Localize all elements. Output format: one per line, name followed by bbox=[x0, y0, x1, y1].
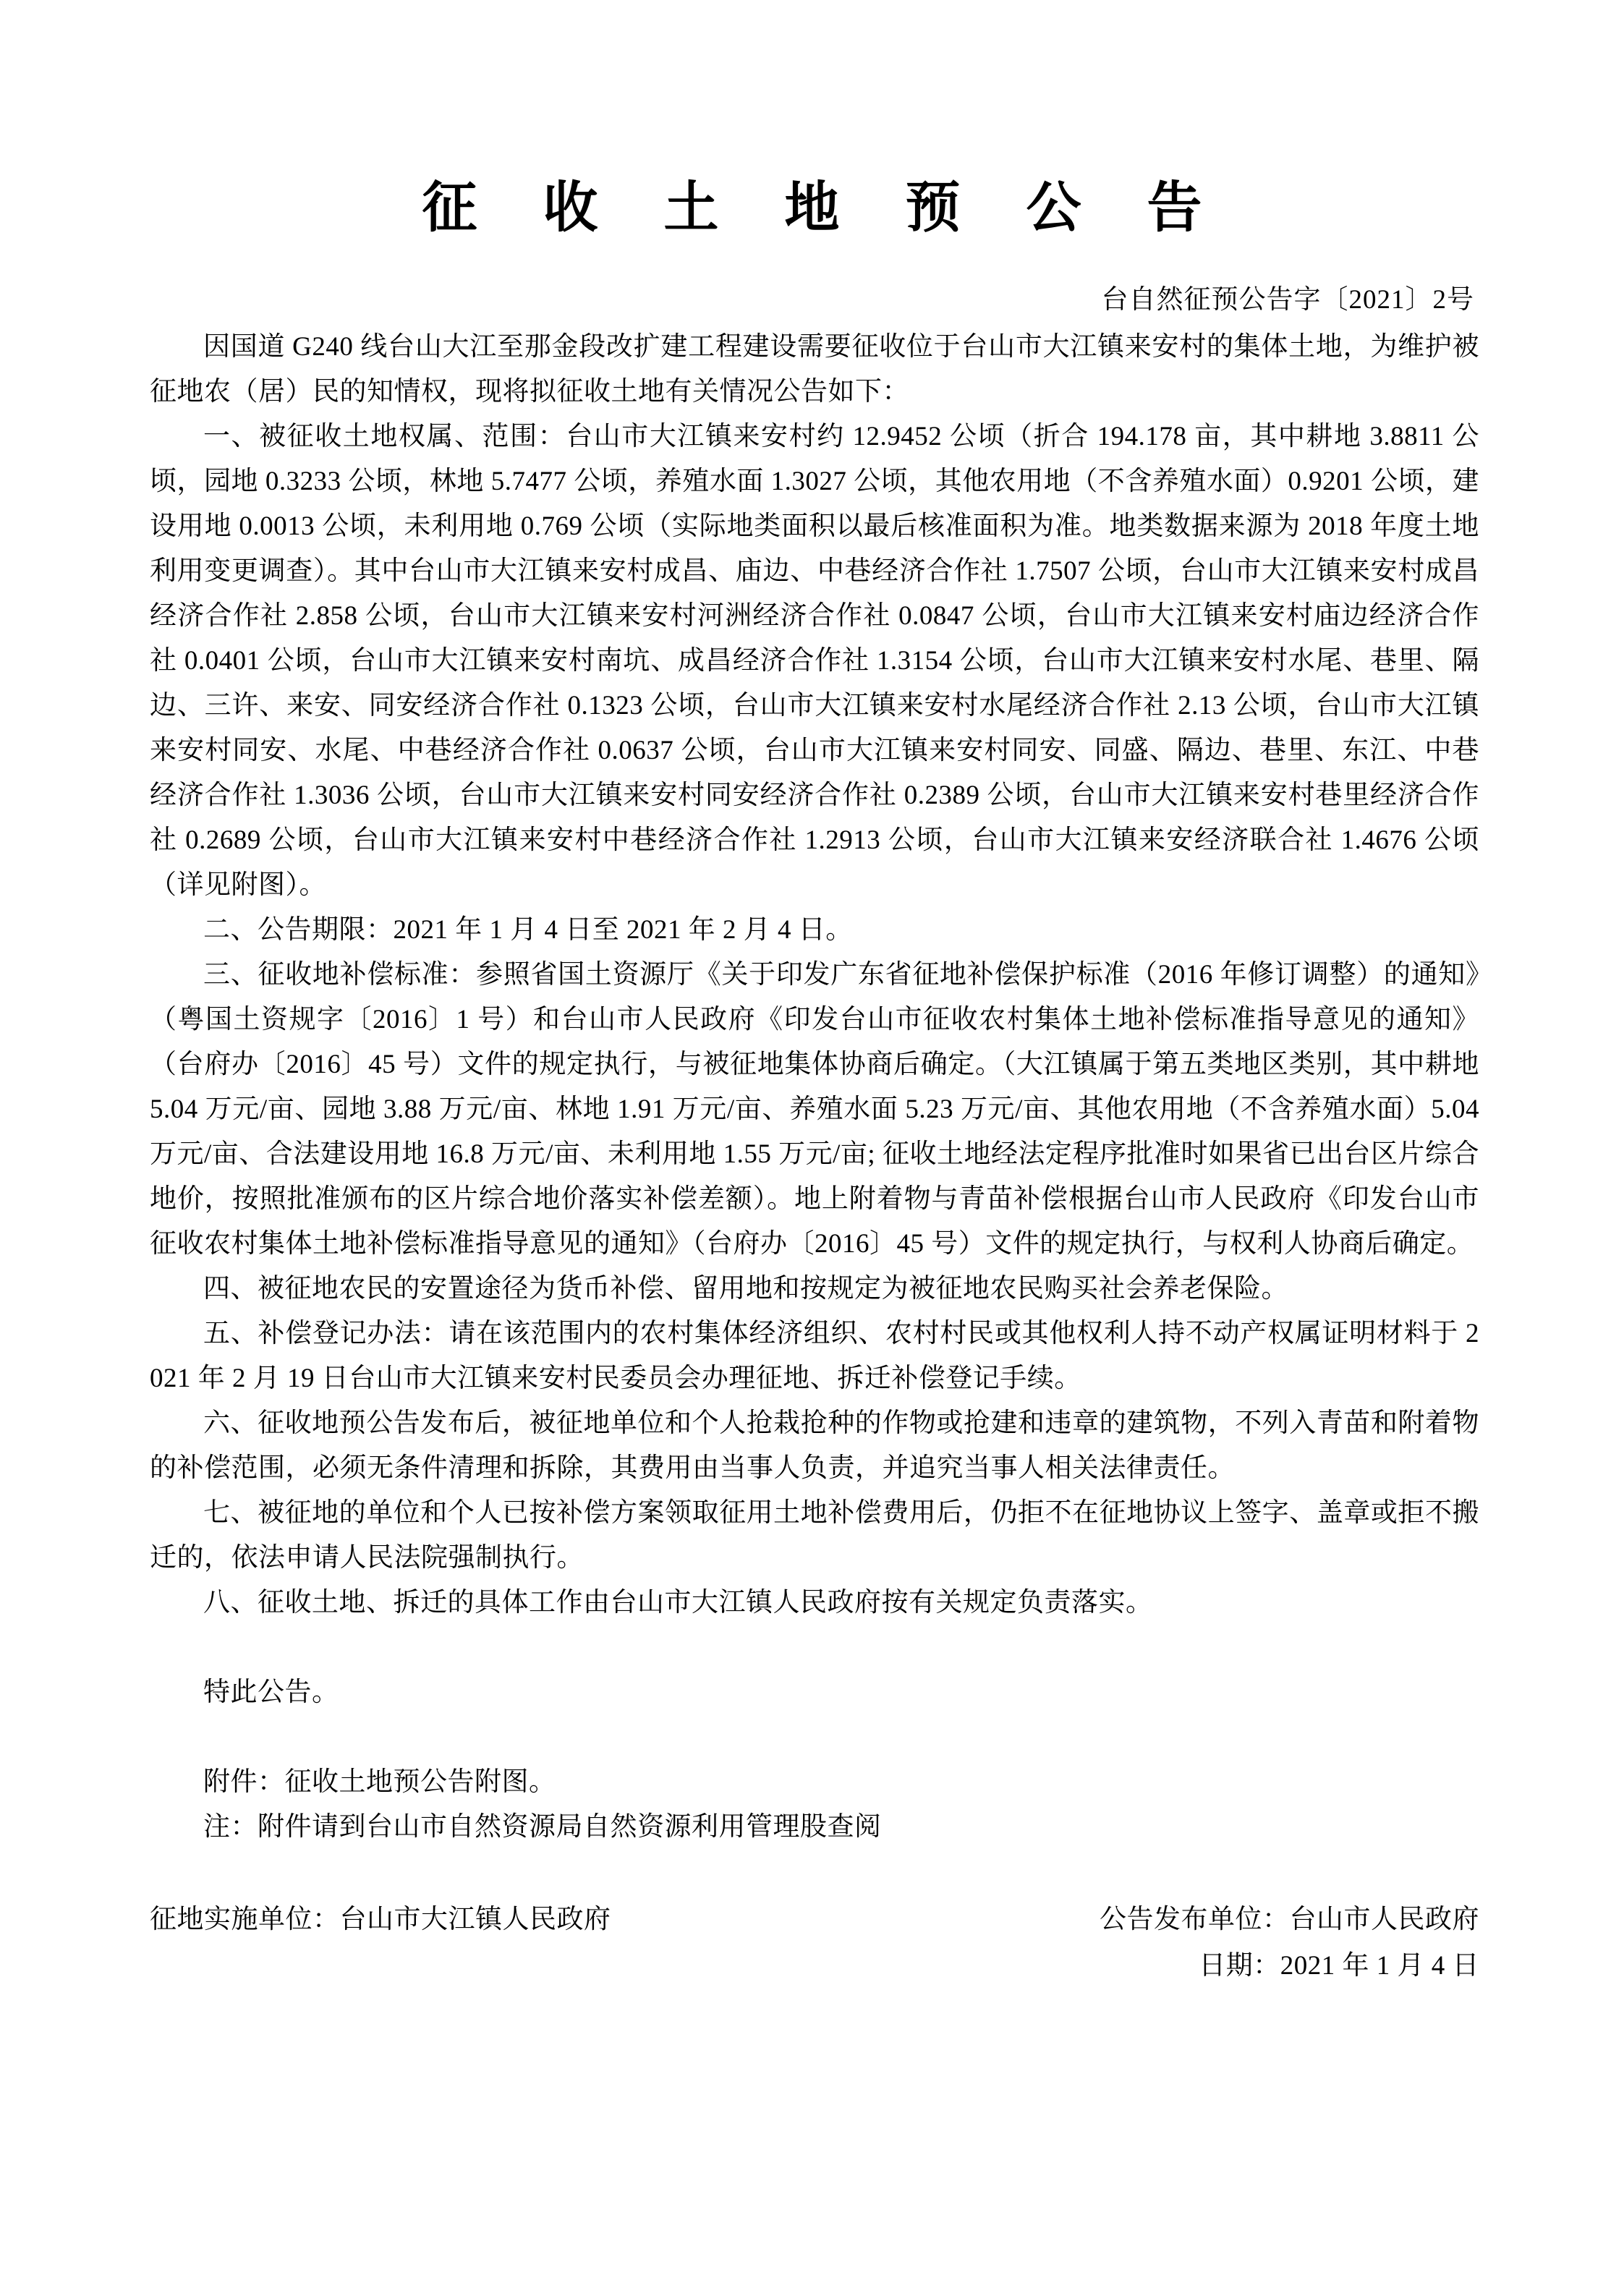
document-number: 台自然征预公告字〔2021〕2号 bbox=[1101, 284, 1474, 315]
signature-block bbox=[0, 1897, 1624, 1989]
closing-statement: 特此公告。 bbox=[203, 1677, 339, 1707]
article-2: 二、公告期限：2021 年 1 月 4 日至 2021 年 2 月 4 日。 bbox=[203, 914, 853, 945]
attachment-line: 附件：征收土地预公告附图。 bbox=[203, 1766, 556, 1797]
article-8: 八、征收土地、拆迁的具体工作由台山市大江镇人民政府按有关规定负责落实。 bbox=[203, 1587, 1153, 1617]
issuing-unit: 公告发布单位：台山市人民政府 bbox=[1100, 1904, 1479, 1934]
article-6: 六、征收地预公告发布后，被征地单位和个人抢栽抢种的作物或抢建和违章的建筑物，不列入青苗和附着物的补偿范围，必须无条件清理和拆除，其费用由当事人负责，并追究当事人相关法律责任。 bbox=[150, 1408, 1479, 1483]
article-3: 三、征收地补偿标准：参照省国土资源厅《关于印发广东省征地补偿保护标准（2016 年修订调整）的通知》（粤国土资规字〔2016〕1 号）和台山市人民政府《印发台山市征收农村集体土地补偿标准指导意见的通知》（台府办〔2016〕45 号）文件的规定执行，与被征地集体协商后确定。（大江镇属于第五类地区类别，其中耕地 5.04 万元/亩、园地 3.88 万元/亩、林地 1.91 万元/亩、养殖水面 5.23 万元/亩、其他农用地（不含养殖水面）5.04 万元/亩、合法建设用地 16.8 万元/亩、未利用地 1.55 万元/亩; 征收土地经法定程序批准时如果省已出台区片综合地价，按照批准颁布的区片综合地价落实补偿差额）。地上附着物与青苗补偿根据台山市人民政府《印发台山市征收农村集体土地补偿标准指导意见的通知》（台府办〔2016〕45 号）文件的规定执行，与权利人协商后确定。 bbox=[150, 959, 1479, 1259]
article-1: 一、被征收土地权属、范围：台山市大江镇来安村约 12.9452 公顷（折合 194.178 亩，其中耕地 3.8811 公顷，园地 0.3233 公顷，林地 5.7477 公顷，养殖水面 1.3027 公顷，其他农用地（不含养殖水面）0.9201 公顷，建设用地 0.0013 公顷，未利用地 0.769 公顷（实际地类面积以最后核准面积为准。地类数据来源为 2018 年度土地利用变更调查）。其中台山市大江镇来安村成昌、庙边、中巷经济合作社 1.7507 公顷，台山市大江镇来安村成昌经济合作社 2.858 公顷，台山市大江镇来安村河洲经济合作社 0.0847 公顷，台山市大江镇来安村庙边经济合作社 0.0401 公顷，台山市大江镇来安村南坑、成昌经济合作社 1.3154 公顷，台山市大江镇来安村水尾、巷里、隔边、三许、来安、同安经济合作社 0.1323 公顷，台山市大江镇来安村水尾经济合作社 2.13 公顷，台山市大江镇来安村同安、水尾、中巷经济合作社 0.0637 公顷，台山市大江镇来安村同安、同盛、隔边、巷里、东江、中巷经济合作社 1.3036 公顷，台山市大江镇来安村同安经济合作社 0.2389 公顷，台山市大江镇来安村巷里经济合作社 0.2689 公顷，台山市大江镇来安村中巷经济合作社 1.2913 公顷，台山市大江镇来安经济联合社 1.4676 公顷（详见附图）。 bbox=[150, 421, 1479, 900]
article-5: 五、补偿登记办法：请在该范围内的农村集体经济组织、农村村民或其他权利人持不动产权属证明材料于 2021 年 2 月 19 日台山市大江镇来安村民委员会办理征地、拆迁补偿登记手续。 bbox=[150, 1318, 1479, 1393]
attachment-note: 注：附件请到台山市自然资源局自然资源利用管理股查阅 bbox=[203, 1811, 882, 1842]
article-7: 七、被征地的单位和个人已按补偿方案领取征用土地补偿费用后，仍拒不在征地协议上签字、盖章或拒不搬迁的，依法申请人民法院强制执行。 bbox=[150, 1497, 1479, 1573]
document-body bbox=[0, 325, 1624, 1850]
spacer-before-attachment bbox=[150, 1715, 1479, 1760]
issuing-unit-wrap bbox=[1100, 1897, 1479, 1989]
issue-date: 日期：2021 年 1 月 4 日 bbox=[1199, 1950, 1479, 1981]
implementing-unit: 征地实施单位：台山市大江镇人民政府 bbox=[150, 1904, 611, 1934]
page-title: 征 收 土 地 预 公 告 bbox=[422, 177, 1228, 239]
signature-row bbox=[150, 1897, 1479, 1989]
spacer-before-closing bbox=[150, 1625, 1479, 1670]
preamble-paragraph: 因国道 G240 线台山大江至那金段改扩建工程建设需要征收位于台山市大江镇来安村的集体土地，为维护被征地农（居）民的知情权，现将拟征收土地有关情况公告如下： bbox=[150, 331, 1479, 407]
article-4: 四、被征地农民的安置途径为货币补偿、留用地和按规定为被征地农民购买社会养老保险。 bbox=[203, 1273, 1288, 1304]
